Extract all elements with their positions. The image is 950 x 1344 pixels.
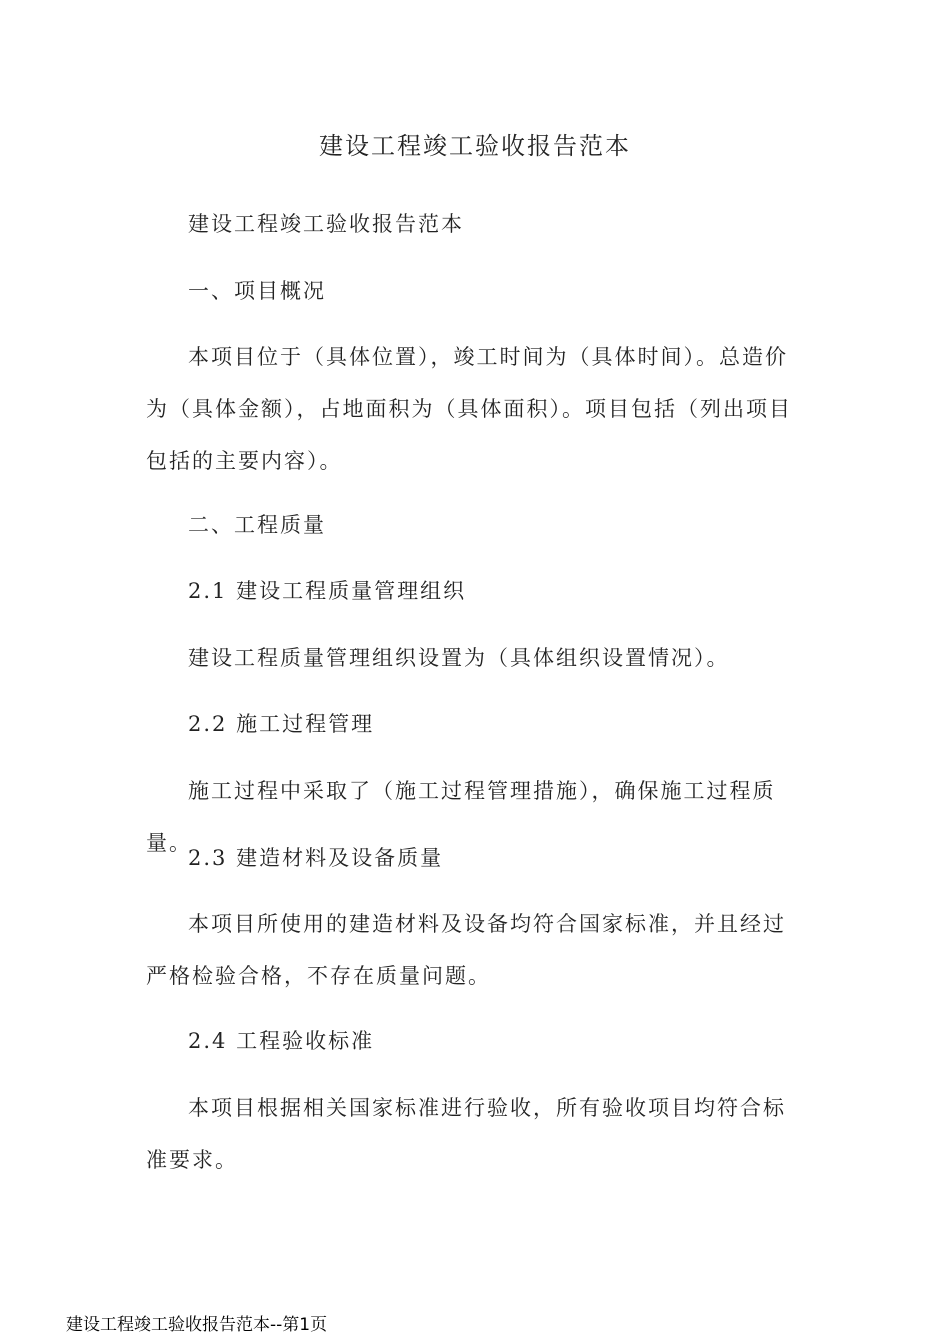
paragraph-project-overview: 本项目位于（具体位置），竣工时间为（具体时间）。总造价为（具体金额），占地面积为（具体面积）。项目包括（列出项目包括的主要内容）。 [146,345,792,473]
page-footer: 建设工程竣工验收报告范本--第1页 [66,1315,328,1335]
paragraph-section-2-2: 施工过程中采取了（施工过程管理措施），确保施工过程质量。 [146,779,776,855]
heading-section-2-2: 2.2 施工过程管理 [188,712,375,736]
heading-section-2-1: 2.1 建设工程质量管理组织 [188,579,467,603]
paragraph-section-2-4: 本项目根据相关国家标准进行验收，所有验收项目均符合标准要求。 [146,1096,786,1172]
heading-engineering-quality: 二、工程质量 [188,513,326,537]
heading-project-overview: 一、项目概况 [188,279,326,303]
paragraph-section-2-1: 建设工程质量管理组织设置为（具体组织设置情况）。 [188,646,730,670]
heading-section-2-4: 2.4 工程验收标准 [188,1029,375,1053]
heading-section-2-3: 2.3 建造材料及设备质量 [188,846,444,870]
document-title: 建设工程竣工验收报告范本 [319,132,631,160]
paragraph-subtitle: 建设工程竣工验收报告范本 [188,212,464,236]
paragraph-section-2-3: 本项目所使用的建造材料及设备均符合国家标准，并且经过严格检验合格，不存在质量问题。 [146,912,786,988]
